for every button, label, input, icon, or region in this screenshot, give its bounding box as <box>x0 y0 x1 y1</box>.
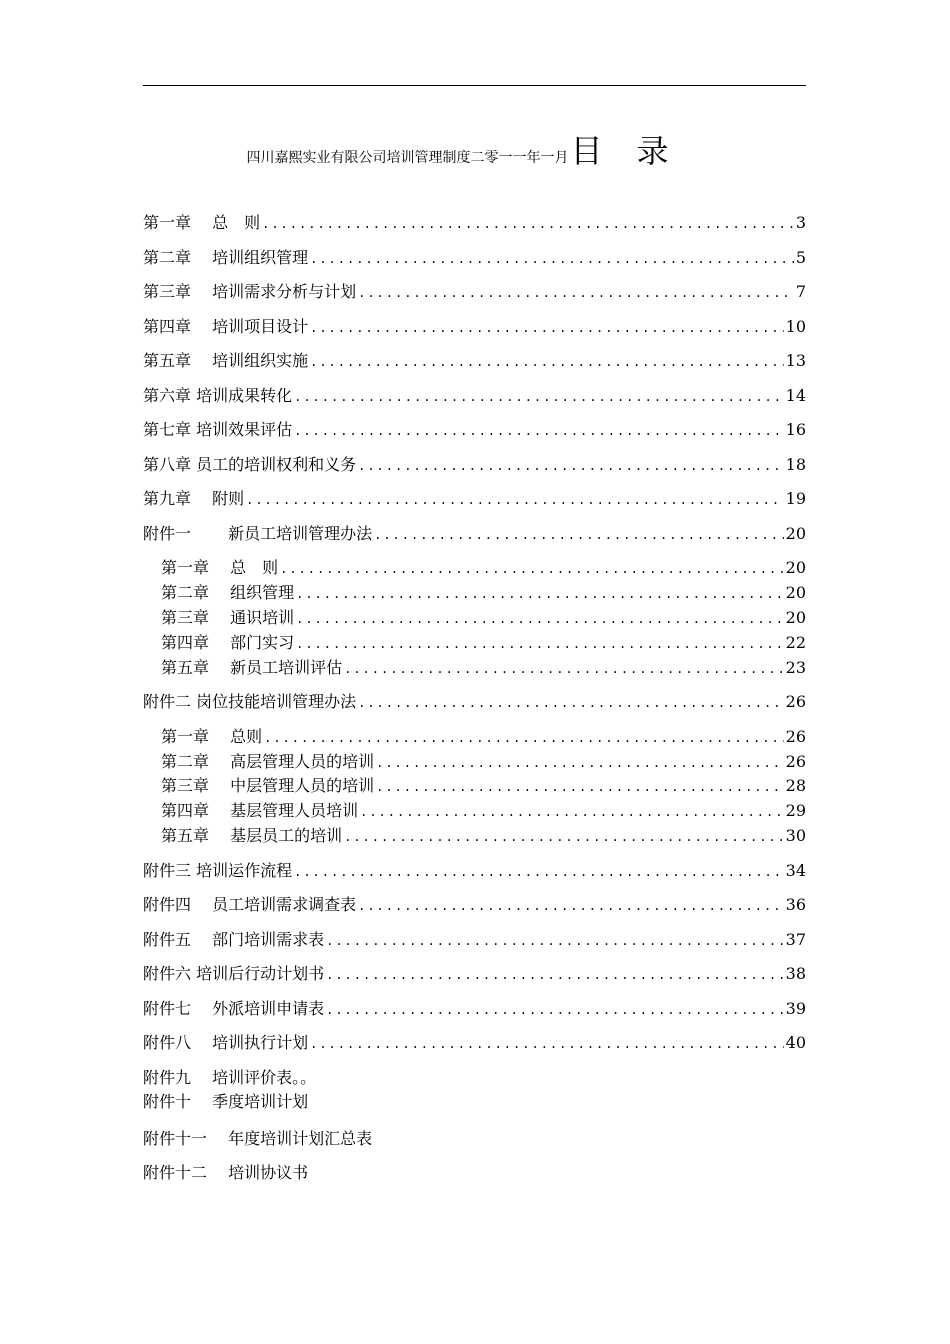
toc-page-number: 20 <box>785 524 806 543</box>
toc-subentry[interactable] <box>161 581 806 605</box>
toc-entry-label: 第六章 培训成果转化 <box>143 386 293 405</box>
toc-page-number: 23 <box>785 658 806 677</box>
toc-page-number: 36 <box>785 895 806 914</box>
toc-subentry[interactable] <box>161 656 806 680</box>
toc-page-number: 38 <box>785 964 806 983</box>
toc-dot-leader <box>280 557 784 581</box>
toc-page-number: 26 <box>785 692 806 711</box>
toc-page-number: 34 <box>785 861 806 880</box>
toc-page-number: 37 <box>785 930 806 949</box>
toc-subentry[interactable] <box>161 606 806 630</box>
toc-page-number: 20 <box>785 583 806 602</box>
toc-page-number: 22 <box>785 633 806 652</box>
toc-entry-label: 附件四 员工培训需求调查表 <box>143 895 357 914</box>
toc-entry-label: 第三章 培训需求分析与计划 <box>143 282 357 301</box>
toc-entry[interactable] <box>143 418 806 442</box>
toc-page-number: 18 <box>785 455 806 474</box>
toc-entry[interactable] <box>143 1066 806 1090</box>
toc-page-number: 20 <box>785 608 806 627</box>
toc-entry[interactable] <box>143 487 806 511</box>
toc-page-number: 14 <box>785 386 806 405</box>
toc-entry-label: 第二章 培训组织管理 <box>143 248 309 267</box>
toc-entry-label: 附件五 部门培训需求表 <box>143 930 325 949</box>
toc-entry-label: 第五章 培训组织实施 <box>143 351 309 370</box>
toc-entry-label: 第九章 附则 <box>143 489 245 508</box>
toc-entry[interactable] <box>143 246 806 270</box>
toc-subentry[interactable] <box>161 750 806 774</box>
toc-dot-leader <box>296 607 784 631</box>
toc-dot-leader <box>358 691 784 715</box>
toc-dot-leader <box>310 247 794 271</box>
toc-entry-label: 附件七 外派培训申请表 <box>143 999 325 1018</box>
toc-dot-leader <box>296 632 784 656</box>
toc-page-number: 26 <box>785 727 806 746</box>
toc-dot-leader <box>310 350 784 374</box>
toc-dot-leader <box>264 726 784 750</box>
toc-entry[interactable] <box>143 522 806 546</box>
toc-entry[interactable] <box>143 859 806 883</box>
page-title <box>143 126 806 172</box>
toc-dot-leader <box>326 963 784 987</box>
toc-dot-leader <box>262 212 794 236</box>
toc-dot-leader <box>344 825 784 849</box>
toc-entry[interactable] <box>143 1031 806 1055</box>
toc-subentry[interactable] <box>161 556 806 580</box>
toc-entry-label: 第三章 通识培训 <box>161 608 295 627</box>
toc-entry-label: 附件六 培训后行动计划书 <box>143 964 325 983</box>
toc-entry[interactable] <box>143 997 806 1021</box>
toc-entry[interactable] <box>143 928 806 952</box>
toc-dot-leader <box>358 281 794 305</box>
toc-entry-label: 附件十二 培训协议书 <box>143 1163 309 1182</box>
toc-subentry[interactable] <box>161 824 806 848</box>
toc-dot-leader <box>310 316 784 340</box>
toc-page-number: 16 <box>785 420 806 439</box>
toc-entry-label: 第二章 组织管理 <box>161 583 295 602</box>
toc-entry[interactable] <box>143 962 806 986</box>
toc-dot-leader <box>376 775 784 799</box>
toc-dot-leader <box>374 523 784 547</box>
toc-subentry[interactable] <box>161 799 806 823</box>
toc-dot-leader <box>358 894 784 918</box>
toc-page-number: 20 <box>785 558 806 577</box>
toc-page-number: 5 <box>795 248 806 267</box>
toc-dot-leader <box>294 419 784 443</box>
toc-page-number: 39 <box>785 999 806 1018</box>
toc-entry[interactable] <box>143 893 806 917</box>
toc-dot-leader <box>246 488 784 512</box>
toc-entry-label: 附件九 培训评价表。。 <box>143 1068 317 1087</box>
toc-entry-label: 第八章 员工的培训权利和义务 <box>143 455 357 474</box>
toc-dot-leader <box>376 751 784 775</box>
toc-page-number: 19 <box>785 489 806 508</box>
toc-dot-leader <box>294 860 784 884</box>
toc-dot-leader <box>360 800 784 824</box>
toc-heading: 目录 <box>570 132 703 170</box>
toc-entry-label: 附件一 新员工培训管理办法 <box>143 524 373 543</box>
toc-page-number: 28 <box>785 776 806 795</box>
toc-page-number: 3 <box>795 213 806 232</box>
toc-entry[interactable] <box>143 1127 806 1151</box>
toc-entry-label: 第一章 总 则 <box>143 213 261 232</box>
toc-entry[interactable] <box>143 384 806 408</box>
toc-subentry[interactable] <box>161 725 806 749</box>
toc-entry-label: 第四章 培训项目设计 <box>143 317 309 336</box>
toc-entry[interactable] <box>143 280 806 304</box>
toc-entry-label: 第一章 总则 <box>161 727 263 746</box>
toc-entry[interactable] <box>143 1161 806 1185</box>
toc-entry-label: 附件十 季度培训计划 <box>143 1092 309 1111</box>
toc-entry-label: 附件二 岗位技能培训管理办法 <box>143 692 357 711</box>
toc-subentry[interactable] <box>161 631 806 655</box>
toc-page-number: 40 <box>785 1033 806 1052</box>
toc-entry-label: 第七章 培训效果评估 <box>143 420 293 439</box>
toc-entry-label: 附件十一 年度培训计划汇总表 <box>143 1129 373 1148</box>
toc-entry-label: 附件八 培训执行计划 <box>143 1033 309 1052</box>
toc-dot-leader <box>326 929 784 953</box>
toc-page-number: 10 <box>785 317 806 336</box>
toc-entry[interactable] <box>143 453 806 477</box>
toc-page-number: 29 <box>785 801 806 820</box>
toc-page-number: 30 <box>785 826 806 845</box>
toc-entry-label: 第四章 基层管理人员培训 <box>161 801 359 820</box>
toc-page-number: 7 <box>795 282 806 301</box>
toc-dot-leader <box>296 582 784 606</box>
toc-entry[interactable] <box>143 690 806 714</box>
toc-entry-label: 附件三 培训运作流程 <box>143 861 293 880</box>
toc-entry-label: 第二章 高层管理人员的培训 <box>161 752 375 771</box>
toc-entry[interactable] <box>143 211 806 235</box>
toc-entry[interactable] <box>143 315 806 339</box>
toc-entry-label: 第一章 总 则 <box>161 558 279 577</box>
toc-page-number: 13 <box>785 351 806 370</box>
header-rule <box>143 85 806 86</box>
toc-dot-leader <box>294 385 784 409</box>
document-subtitle: 四川嘉熙实业有限公司培训管理制度二零一一年一月 <box>246 150 569 166</box>
toc-subentry[interactable] <box>161 774 806 798</box>
toc-dot-leader <box>344 657 784 681</box>
toc-entry-label: 第五章 新员工培训评估 <box>161 658 343 677</box>
toc-entry-label: 第三章 中层管理人员的培训 <box>161 776 375 795</box>
toc-entry-label: 第五章 基层员工的培训 <box>161 826 343 845</box>
toc-entry[interactable] <box>143 1090 806 1114</box>
toc-page-number: 26 <box>785 752 806 771</box>
toc-entry-label: 第四章 部门实习 <box>161 633 295 652</box>
toc-dot-leader <box>310 1032 784 1056</box>
toc-dot-leader <box>326 998 784 1022</box>
toc-dot-leader <box>358 454 784 478</box>
toc-entry[interactable] <box>143 349 806 373</box>
